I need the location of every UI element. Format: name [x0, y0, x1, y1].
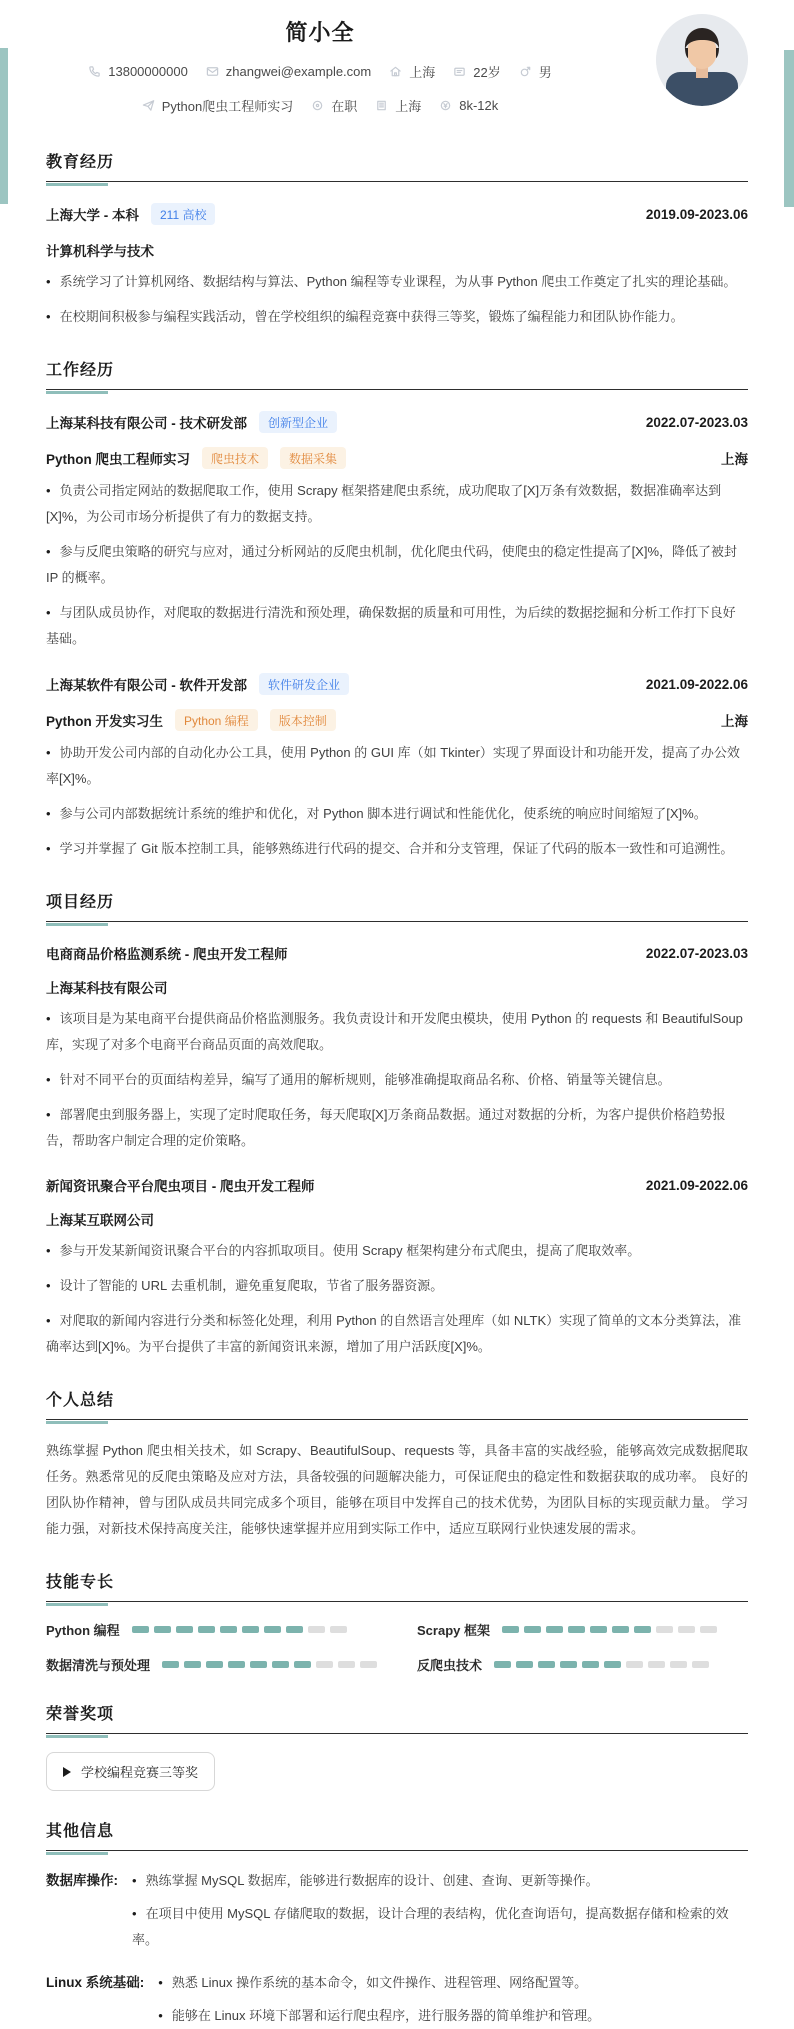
other-group-linux — [46, 1970, 748, 2029]
role-name: Python 开发实习生 — [46, 714, 163, 729]
project-date: 2022.07-2023.03 — [645, 945, 748, 961]
target-position: Python爬虫工程师实习 — [161, 99, 294, 114]
city-icon — [375, 99, 388, 112]
contact-row-1 — [0, 62, 640, 81]
other-group-label: Linux 系统基础: — [46, 1975, 145, 1990]
project-bullet: • 对爬取的新闻内容进行分类和标签化处理，利用 Python 的自然语言处理库（如 NLTK）实现了简单的文本分类算法，准确率达到[X]%。为平台提供了丰富的新闻资讯来源，增加了用户活跃度[X]%。 — [46, 1308, 748, 1360]
role-tag: 数据采集 — [280, 447, 346, 469]
city-item — [375, 96, 421, 115]
age-icon — [453, 65, 466, 78]
skill-name: Python 编程 — [46, 1623, 120, 1638]
project-org: 上海某互联网公司 — [46, 1213, 154, 1228]
project-name: 电商商品价格监测系统 - 爬虫开发工程师 — [46, 947, 288, 962]
resume-body — [0, 149, 794, 2029]
phone-icon — [88, 65, 101, 78]
education-date: 2019.09-2023.06 — [645, 206, 748, 222]
city-value: 上海 — [395, 99, 422, 114]
salary-icon — [439, 99, 452, 112]
other-bullet: • 在项目中使用 MySQL 存储爬取的数据，设计合理的表结构，优化查询语句，提高数据存储和检索的效率。 — [132, 1901, 748, 1953]
job-status-item — [311, 96, 357, 115]
company-name: 上海某科技有限公司 - 技术研发部 — [46, 416, 247, 431]
education-bullet: • 在校期间积极参与编程实践活动，曾在学校组织的编程竞赛中获得三等奖，锻炼了编程能力和团队协作能力。 — [46, 304, 748, 330]
work-date: 2021.09-2022.06 — [645, 676, 748, 692]
section-title-honors: 荣誉奖项 — [46, 1701, 748, 1734]
project-name: 新闻资讯聚合平台爬虫项目 - 爬虫开发工程师 — [46, 1179, 315, 1194]
education-bullet: • 系统学习了计算机网络、数据结构与算法、Python 编程等专业课程，为从事 Python 爬虫工作奠定了扎实的理论基础。 — [46, 269, 748, 295]
home-location-item — [389, 62, 435, 81]
gender-value: 男 — [538, 65, 552, 80]
work-location: 上海 — [721, 714, 748, 729]
status-icon — [311, 99, 324, 112]
skill-level-bar — [162, 1661, 377, 1668]
project-bullet: • 针对不同平台的页面结构差异，编写了通用的解析规则，能够准确提取商品名称、价格、销量等关键信息。 — [46, 1067, 748, 1093]
home-location: 上海 — [409, 65, 436, 80]
position-icon — [142, 99, 155, 112]
company-name: 上海某软件有限公司 - 软件开发部 — [46, 678, 247, 693]
salary-item — [439, 98, 498, 113]
contact-row-2 — [0, 96, 640, 115]
role-name: Python 爬虫工程师实习 — [46, 452, 190, 467]
work-bullet: • 与团队成员协作，对爬取的数据进行清洗和预处理，确保数据的质量和可用性，为后续的数据挖掘和分析工作打下良好基础。 — [46, 600, 748, 652]
target-position-item — [142, 96, 293, 115]
section-title-summary: 个人总结 — [46, 1387, 748, 1420]
gender-item — [519, 62, 552, 81]
company-tag: 软件研发企业 — [259, 673, 349, 695]
project-date: 2021.09-2022.06 — [645, 1177, 748, 1193]
email-address: zhangwei@example.com — [225, 64, 372, 79]
other-bullet: • 能够在 Linux 环境下部署和运行爬虫程序，进行服务器的简单维护和管理。 — [158, 2003, 748, 2029]
skill-level-bar — [502, 1626, 717, 1633]
award-label: 学校编程竞赛三等奖 — [81, 1765, 199, 1780]
work-location: 上海 — [721, 452, 748, 467]
email-item — [206, 64, 371, 79]
section-title-work: 工作经历 — [46, 357, 748, 390]
skill-item — [417, 1620, 748, 1639]
project-bullet: • 设计了智能的 URL 去重机制，避免重复爬取，节省了服务器资源。 — [46, 1273, 748, 1299]
other-group-database — [46, 1868, 748, 1953]
job-status: 在职 — [331, 99, 358, 114]
project-org: 上海某科技有限公司 — [46, 981, 168, 996]
age-value: 22岁 — [473, 65, 501, 80]
work-entry-1 — [46, 411, 748, 652]
role-tag: 爬虫技术 — [202, 447, 268, 469]
work-entry-2 — [46, 673, 748, 862]
section-title-projects: 项目经历 — [46, 889, 748, 922]
section-title-education: 教育经历 — [46, 149, 748, 182]
salary-range: 8k-12k — [459, 98, 499, 113]
avatar — [656, 14, 748, 106]
skill-item — [46, 1655, 377, 1674]
section-title-skills: 技能专长 — [46, 1569, 748, 1602]
skill-item — [417, 1655, 748, 1674]
skills-grid — [46, 1620, 748, 1674]
skill-name: 数据清洗与预处理 — [46, 1658, 151, 1673]
skill-name: 反爬虫技术 — [417, 1658, 483, 1673]
other-group-label: 数据库操作: — [46, 1873, 118, 1888]
mail-icon — [206, 65, 219, 78]
school-name: 上海大学 - 本科 — [46, 208, 139, 223]
work-bullet: • 协助开发公司内部的自动化办公工具，使用 Python 的 GUI 库（如 Tkinter）实现了界面设计和功能开发，提高了办公效率[X]%。 — [46, 740, 748, 792]
work-bullet: • 负责公司指定网站的数据爬取工作，使用 Scrapy 框架搭建爬虫系统，成功爬取了[X]万条有效数据，数据准确率达到[X]%，为公司市场分析提供了有力的数据支持。 — [46, 478, 748, 530]
education-entry — [46, 203, 748, 330]
company-tag: 创新型企业 — [259, 411, 337, 433]
other-bullet: • 熟悉 Linux 操作系统的基本命令，如文件操作、进程管理、网络配置等。 — [158, 1970, 748, 1996]
work-bullet: • 参与反爬虫策略的研究与应对，通过分析网站的反爬虫机制，优化爬虫代码，使爬虫的稳定性提高了[X]%，降低了被封 IP 的概率。 — [46, 539, 748, 591]
role-tag: Python 编程 — [175, 709, 258, 731]
project-entry-2 — [46, 1175, 748, 1360]
expand-arrow-icon — [63, 1767, 71, 1777]
summary-text: 熟练掌握 Python 爬虫相关技术，如 Scrapy、BeautifulSoup、requests 等，具备丰富的实战经验，能够高效完成数据爬取任务。熟悉常见的反爬虫策略及应对方法，具备较强的问题解决能力，可保证爬虫的稳定性和数据获取的成功率。 良好的团队协作精神，曾与团队成员共同完成多个项目，能够在项目中发挥自己的技术优势，为团队目标的实现贡献力量。 学习能力强，对新技术保持高度关注，能够快速掌握并应用到实际工作中，适应互联网行业快速发展的需求。 — [46, 1443, 748, 1536]
phone-number: 13800000000 — [108, 64, 188, 79]
work-date: 2022.07-2023.03 — [645, 414, 748, 430]
award-item[interactable] — [46, 1752, 215, 1791]
resume-header — [0, 0, 794, 122]
section-title-other: 其他信息 — [46, 1818, 748, 1851]
skill-item — [46, 1620, 377, 1639]
work-bullet: • 学习并掌握了 Git 版本控制工具，能够熟练进行代码的提交、合并和分支管理，保证了代码的版本一致性和可追溯性。 — [46, 836, 748, 862]
project-bullet: • 参与开发某新闻资讯聚合平台的内容抓取项目。使用 Scrapy 框架构建分布式爬虫，提高了爬取效率。 — [46, 1238, 748, 1264]
other-bullet: • 熟练掌握 MySQL 数据库，能够进行数据库的设计、创建、查询、更新等操作。 — [132, 1868, 748, 1894]
project-entry-1 — [46, 943, 748, 1154]
phone-item — [88, 64, 188, 79]
school-tag: 211 高校 — [151, 203, 215, 225]
home-icon — [389, 65, 402, 78]
skill-level-bar — [494, 1661, 709, 1668]
age-item — [453, 62, 500, 81]
candidate-name: 简小全 — [285, 20, 355, 45]
skill-name: Scrapy 框架 — [417, 1623, 490, 1638]
project-bullet: • 部署爬虫到服务器上，实现了定时爬取任务，每天爬取[X]万条商品数据。通过对数据的分析，为客户提供价格趋势报告，帮助客户制定合理的定价策略。 — [46, 1102, 748, 1154]
role-tag: 版本控制 — [270, 709, 336, 731]
gender-icon — [519, 65, 532, 78]
skill-level-bar — [132, 1626, 347, 1633]
major-name: 计算机科学与技术 — [46, 244, 154, 259]
work-bullet: • 参与公司内部数据统计系统的维护和优化，对 Python 脚本进行调试和性能优化，使系统的响应时间缩短了[X]%。 — [46, 801, 748, 827]
project-bullet: • 该项目是为某电商平台提供商品价格监测服务。我负责设计和开发爬虫模块，使用 Python 的 requests 和 BeautifulSoup 库，实现了对多个电商平台商品页面的高效爬取。 — [46, 1006, 748, 1058]
